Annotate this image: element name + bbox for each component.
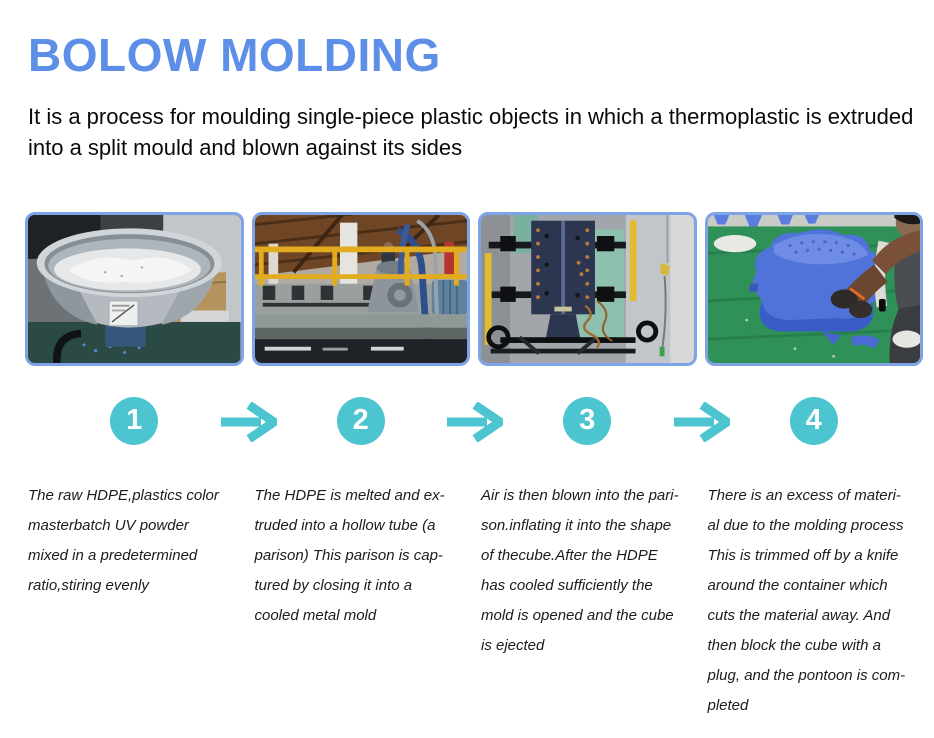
- step-1-number: 1: [126, 404, 143, 437]
- page-subtitle: It is a process for moulding single-piece plastic objects in which a thermoplastic is extruded into a split mould and blown against its sides: [28, 103, 914, 160]
- page-title: BOLOW MOLDING: [28, 29, 441, 81]
- description-line: has cooled sufficiently the: [481, 576, 653, 594]
- step-1-badge: [110, 397, 158, 445]
- description-line: masterbatch UV powder: [28, 516, 189, 534]
- description-line: parison) This parison is cap-: [254, 546, 443, 564]
- step-4-badge: [790, 397, 838, 445]
- step-3-photo: [478, 212, 697, 366]
- arrow-right-icon: [219, 402, 277, 442]
- description-line: There is an excess of materi-: [707, 486, 901, 504]
- step-1-photo: [25, 212, 244, 366]
- description-line: son.inflating it into the shape: [481, 516, 672, 534]
- step-2-cell: [252, 397, 471, 445]
- description-line: This is trimmed off by a knife: [707, 546, 899, 564]
- step-2-badge: [337, 397, 385, 445]
- blow-molding-infographic: [0, 30, 934, 738]
- arrow-right-icon: [445, 402, 503, 442]
- description-line: truded into a hollow tube (a: [254, 516, 436, 534]
- step-3-cell: [478, 397, 697, 445]
- step-2-description: [252, 481, 471, 721]
- step-4-photo: [705, 212, 924, 366]
- step-1-cell: [25, 397, 244, 445]
- description-line: cooled metal mold: [254, 606, 377, 624]
- step-2-photo: [252, 212, 471, 366]
- process-photos-row: [25, 212, 923, 366]
- description-line: then block the cube with a: [707, 636, 881, 654]
- step-4-description: [705, 481, 924, 721]
- step-3-description: [478, 481, 697, 721]
- pontoon-trimming-illustration: [708, 215, 921, 363]
- description-line: Air is then blown into the pari-: [481, 486, 679, 504]
- mold-machine-illustration: [481, 215, 694, 363]
- description-line: tured by closing it into a: [254, 576, 413, 594]
- step-1-description: [25, 481, 244, 721]
- description-line: is ejected: [481, 636, 545, 654]
- step-4-cell: [705, 397, 924, 445]
- description-line: ratio,stiring evenly: [28, 576, 149, 594]
- description-line: around the container which: [707, 576, 888, 594]
- description-line: mixed in a predetermined: [28, 546, 198, 564]
- step-2-number: 2: [352, 404, 369, 437]
- step-4-number: 4: [805, 404, 822, 437]
- description-line: The HDPE is melted and ex-: [254, 486, 445, 504]
- mixing-bowl-illustration: [28, 215, 241, 363]
- description-line: al due to the molding process: [707, 516, 904, 534]
- description-line: plug, and the pontoon is com-: [707, 666, 906, 684]
- extrusion-machine-illustration: [255, 215, 468, 363]
- step-descriptions-row: [25, 481, 923, 721]
- step-3-badge: [563, 397, 611, 445]
- description-line: of thecube.After the HDPE: [481, 546, 658, 564]
- arrow-right-icon: [672, 402, 730, 442]
- step-badges-row: [25, 397, 923, 445]
- description-line: The raw HDPE,plastics color: [28, 486, 219, 504]
- step-3-number: 3: [579, 404, 596, 437]
- description-line: mold is opened and the cube: [481, 606, 674, 624]
- description-line: cuts the material away. And: [707, 606, 891, 624]
- description-line: pleted: [707, 696, 749, 714]
